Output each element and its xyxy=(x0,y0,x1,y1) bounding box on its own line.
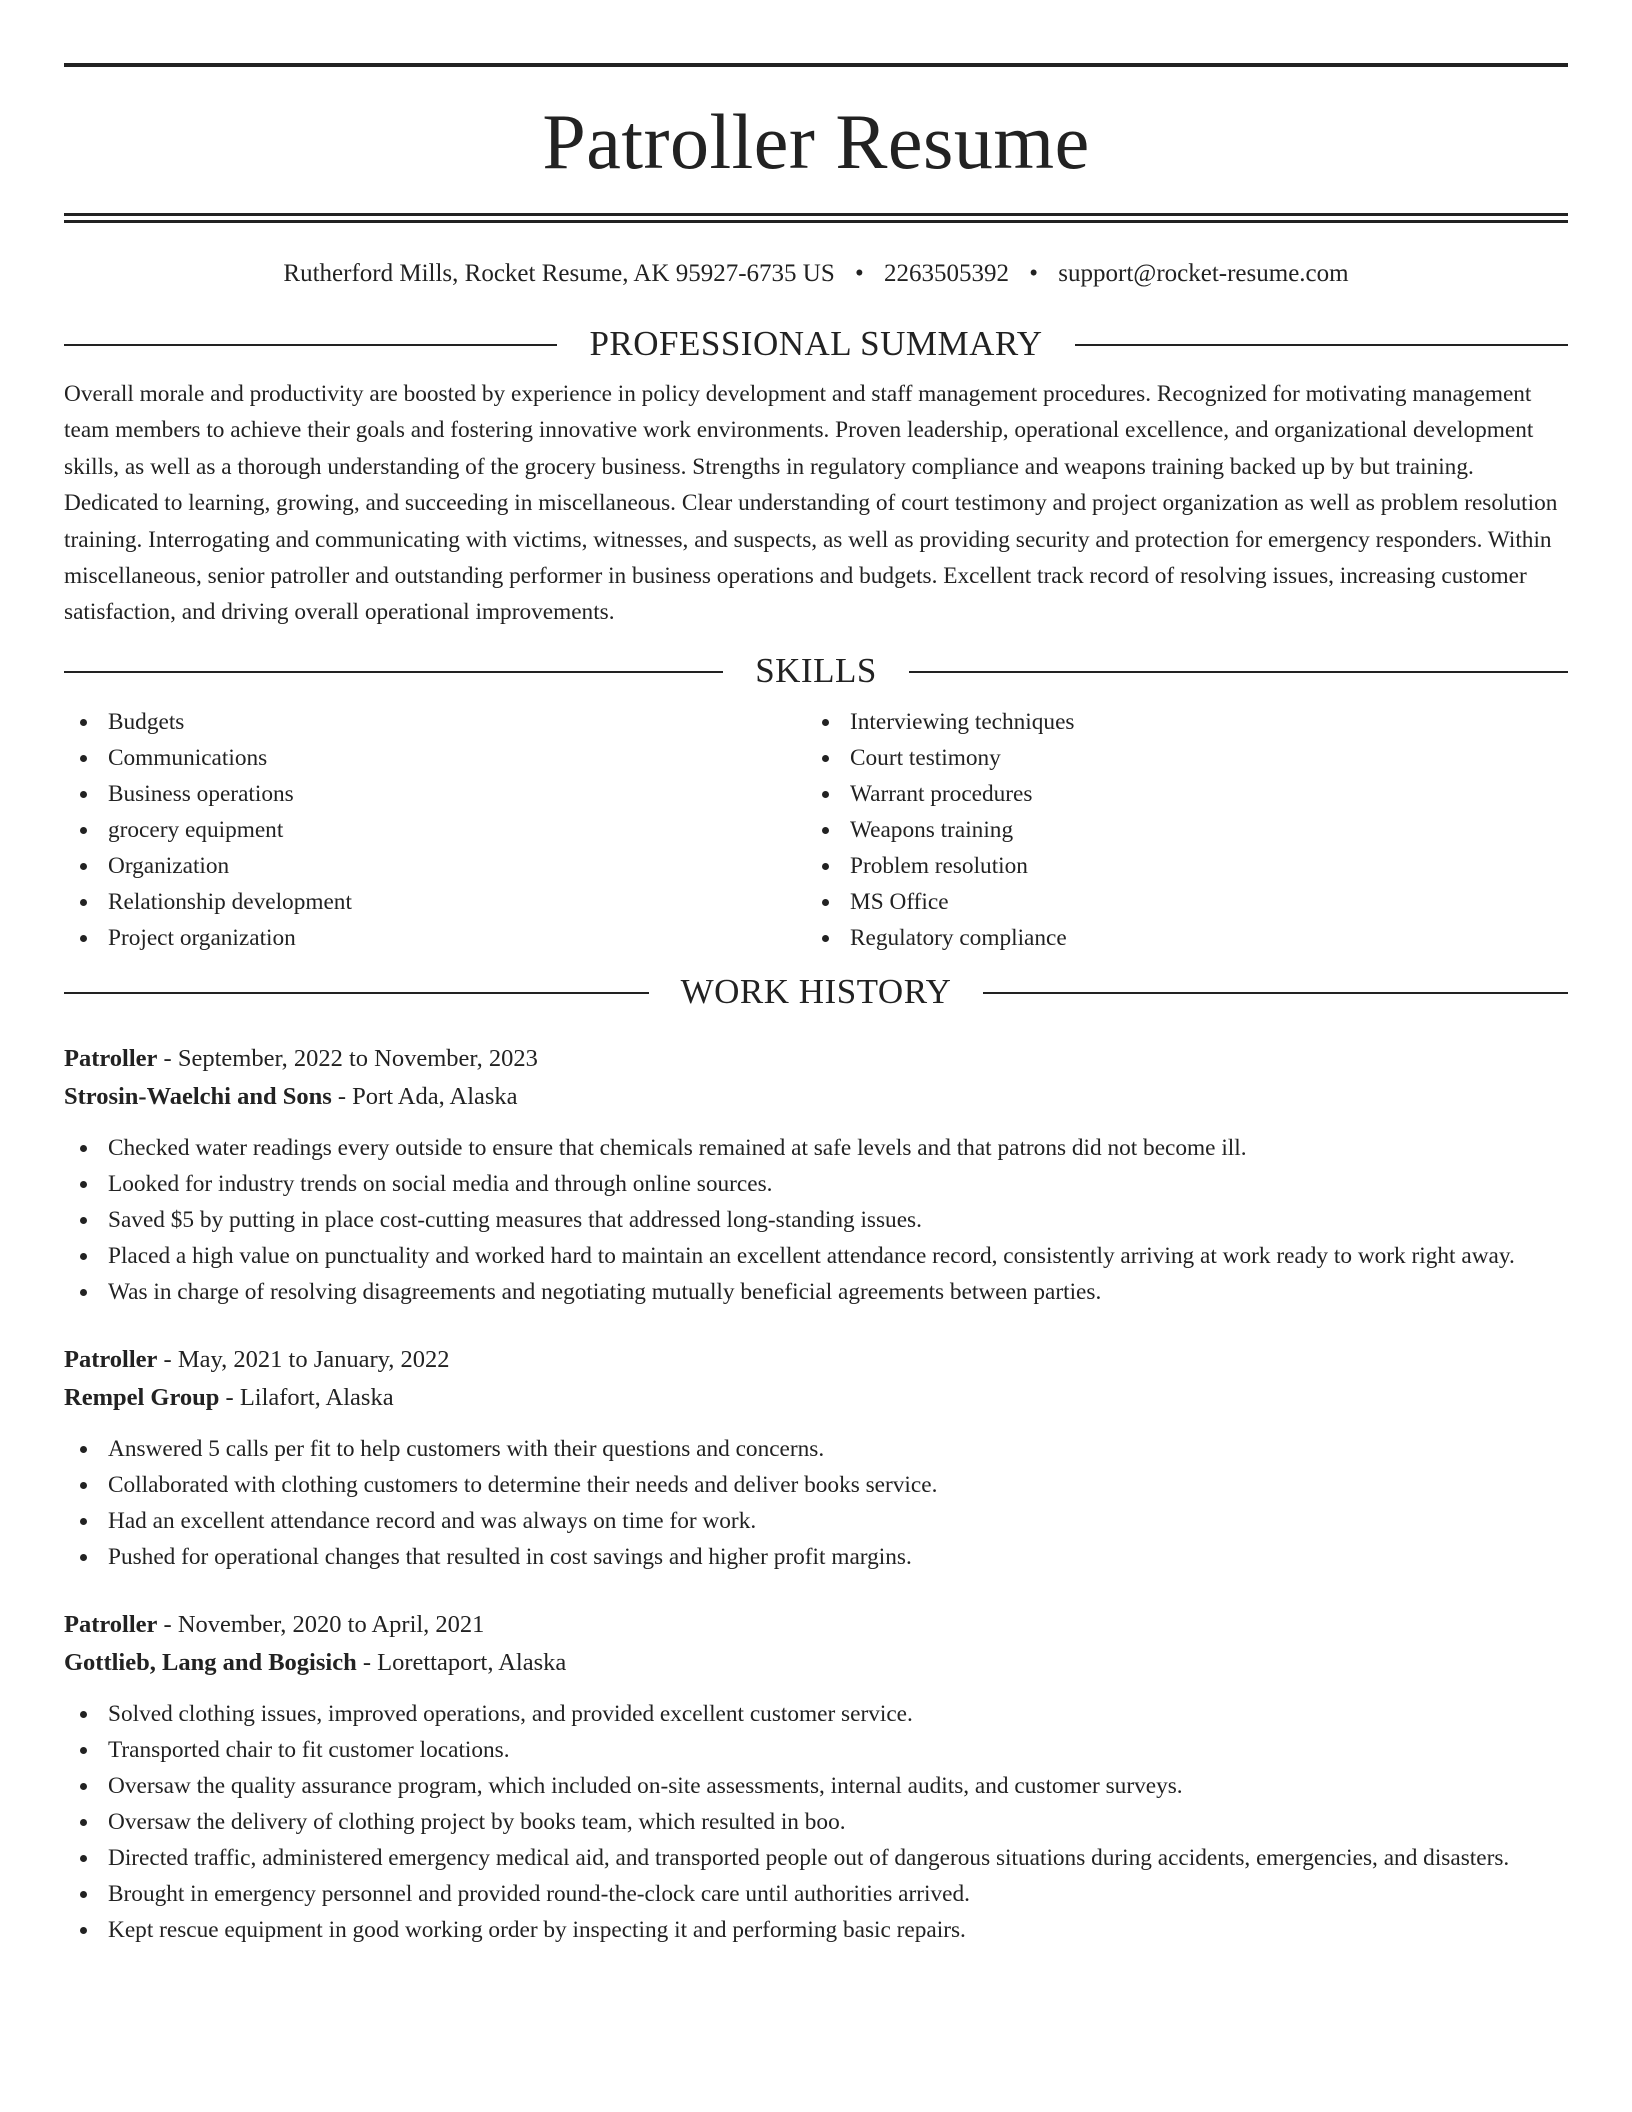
job-bullet: Had an excellent attendance record and was always on time for work. xyxy=(64,1503,1568,1539)
skill-item: Communications xyxy=(64,740,806,776)
job-dates: - November, 2020 to April, 2021 xyxy=(157,1610,485,1638)
contact-separator: • xyxy=(855,260,864,287)
job-company: Rempel Group xyxy=(64,1383,220,1411)
skill-item: Interviewing techniques xyxy=(806,704,1548,740)
job-title: Patroller xyxy=(64,1610,158,1638)
job-bullet: Looked for industry trends on social media and through online sources. xyxy=(64,1166,1568,1202)
section-header-work xyxy=(64,972,1568,1012)
job-bullets xyxy=(64,1431,1568,1575)
job-bullet: Brought in emergency personnel and provided round-the-clock care until authorities arrived. xyxy=(64,1876,1568,1912)
job-title-line xyxy=(64,1606,1568,1644)
job-title-line xyxy=(64,1040,1568,1078)
contact-email: support@rocket-resume.com xyxy=(1058,260,1349,287)
skill-item: Relationship development xyxy=(64,884,806,920)
job-location: - Lorettaport, Alaska xyxy=(356,1648,567,1676)
job-entry xyxy=(64,1040,1568,1310)
job-company-line xyxy=(64,1078,1568,1116)
skill-item: Weapons training xyxy=(806,812,1548,848)
job-dates: - May, 2021 to January, 2022 xyxy=(157,1345,450,1373)
job-bullet: Oversaw the delivery of clothing project by books team, which resulted in boo. xyxy=(64,1804,1568,1840)
job-bullets xyxy=(64,1130,1568,1310)
job-title: Patroller xyxy=(64,1345,158,1373)
job-bullet: Saved $5 by putting in place cost-cutting measures that addressed long-standing issues. xyxy=(64,1202,1568,1238)
job-dates: - September, 2022 to November, 2023 xyxy=(157,1044,538,1072)
job-bullet: Solved clothing issues, improved operations, and provided excellent customer service. xyxy=(64,1696,1568,1732)
skill-item: MS Office xyxy=(806,884,1548,920)
skill-item: Project organization xyxy=(64,920,806,956)
job-bullet: Directed traffic, administered emergency medical aid, and transported people out of dangerous situations during accidents, emergencies, and disasters. xyxy=(64,1840,1568,1876)
job-title: Patroller xyxy=(64,1044,158,1072)
job-bullet: Transported chair to fit customer locations. xyxy=(64,1732,1568,1768)
top-rule xyxy=(64,63,1568,67)
skill-item: Organization xyxy=(64,848,806,884)
skill-item: Problem resolution xyxy=(806,848,1548,884)
resume-title: Patroller Resume xyxy=(542,98,1090,185)
job-entry xyxy=(64,1341,1568,1575)
resume-page xyxy=(64,0,1568,1948)
job-bullets xyxy=(64,1696,1568,1948)
job-company: Strosin-Waelchi and Sons xyxy=(64,1082,332,1110)
skill-item: grocery equipment xyxy=(64,812,806,848)
job-company-line xyxy=(64,1379,1568,1417)
skill-item: Budgets xyxy=(64,704,806,740)
section-title-skills: SKILLS xyxy=(723,651,909,690)
skills-column-left xyxy=(64,704,806,956)
job-bullet: Kept rescue equipment in good working order by inspecting it and performing basic repairs. xyxy=(64,1912,1568,1948)
skills-column-right xyxy=(806,704,1548,956)
job-company-line xyxy=(64,1644,1568,1682)
contact-address: Rutherford Mills, Rocket Resume, AK 95927-6735 US xyxy=(283,260,835,287)
skills-list xyxy=(64,704,1568,956)
skill-item: Court testimony xyxy=(806,740,1548,776)
section-header-skills xyxy=(64,651,1568,691)
double-rule xyxy=(64,213,1568,223)
skill-item: Business operations xyxy=(64,776,806,812)
section-title-work: WORK HISTORY xyxy=(649,972,984,1011)
job-location: - Port Ada, Alaska xyxy=(331,1082,518,1110)
section-title-summary: PROFESSIONAL SUMMARY xyxy=(557,324,1074,363)
skill-item: Regulatory compliance xyxy=(806,920,1548,956)
contact-separator: • xyxy=(1029,260,1039,287)
summary-text: Overall morale and productivity are boosted by experience in policy development and staff management procedures. Recognized for motivating management team members to achieve their goals and fostering innovative work environments. Proven leadership, operational excellence, and organizational development skills, as well as a thorough understanding of the grocery business. Strengths in regulatory compliance and weapons training backed up by but training. Dedicated to learning, growing, and succeeding in miscellaneous. Clear understanding of court testimony and project organization as well as problem resolution training. Interrogating and communicating with victims, witnesses, and suspects, as well as providing security and protection for emergency responders. Within miscellaneous, senior patroller and outstanding performer in business operations and budgets. Excellent track record of resolving issues, increasing customer satisfaction, and driving overall operational improvements. xyxy=(64,381,1558,626)
section-header-summary xyxy=(64,324,1568,364)
job-bullet: Was in charge of resolving disagreements and negotiating mutually beneficial agreements between parties. xyxy=(64,1274,1568,1310)
job-bullet: Answered 5 calls per fit to help customers with their questions and concerns. xyxy=(64,1431,1568,1467)
contact-line xyxy=(64,259,1568,289)
job-company: Gottlieb, Lang and Bogisich xyxy=(64,1648,357,1676)
job-bullet: Oversaw the quality assurance program, which included on-site assessments, internal audits, and customer surveys. xyxy=(64,1768,1568,1804)
skill-item: Warrant procedures xyxy=(806,776,1548,812)
job-bullet: Checked water readings every outside to ensure that chemicals remained at safe levels and that patrons did not become ill. xyxy=(64,1130,1568,1166)
job-location: - Lilafort, Alaska xyxy=(219,1383,394,1411)
job-bullet: Pushed for operational changes that resulted in cost savings and higher profit margins. xyxy=(64,1539,1568,1575)
job-title-line xyxy=(64,1341,1568,1379)
contact-phone: 2263505392 xyxy=(884,260,1010,287)
job-entry xyxy=(64,1606,1568,1948)
job-bullet: Collaborated with clothing customers to determine their needs and deliver books service. xyxy=(64,1467,1568,1503)
job-bullet: Placed a high value on punctuality and worked hard to maintain an excellent attendance record, consistently arriving at work ready to work right away. xyxy=(64,1238,1568,1274)
